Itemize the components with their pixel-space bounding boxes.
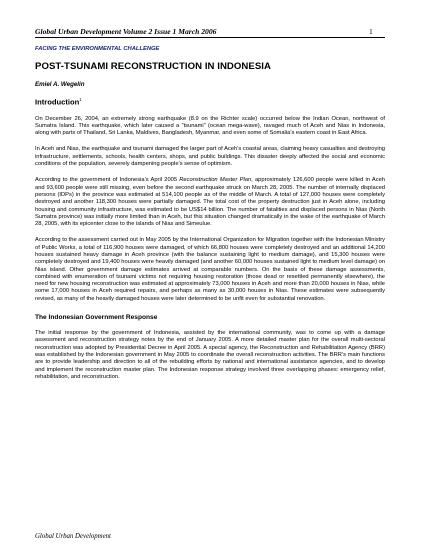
paragraph-3-italic: Reconstruction Master Plan — [179, 177, 252, 184]
paragraph-1: On December 26, 2004, an extremely strong earthquake (8.9 on the Richter scale) occurred below the Indian Ocean, northwest of Sumatra Island. This earthquake, which later caused a “tsunami” (ocean mega-wave), ravaged much of Aceh and Nias in Indonesia, along with parts of Thailand, Sri Lanka, Maldives, Bangladesh, Myanmar, and even some of Somalia’s eastern coast in East Africa. — [35, 115, 385, 137]
header-rule — [35, 37, 385, 38]
paragraph-5: The initial response by the government of Indonesia, assisted by the international community, was to come up with a damage assessment and reconstruction strategy notes by the end of January 2005. A more detailed master plan for the overall multi-sectoral reconstruction was adopted by Presidential Decree in April 2005. A special agency, the Reconstruction and Rehabilitation Agency (BRR) was established by the Indonesian government in May 2005 to coordinate the overall reconstruction activities. The BRR’s main functions are to provide leadership and direction to all of the rebuilding efforts by national and international assistance agencies, and to develop and implement the reconstruction master plan. The Indonesian response strategy involved three overlapping phases: emergency relief, rehabilitation, and reconstruction. — [35, 330, 385, 380]
article-body — [35, 46, 385, 381]
footnote-marker: 1 — [79, 97, 82, 102]
page-number: 1 — [369, 27, 373, 36]
paragraph-4: According to the assessment carried out in May 2005 by the International Organization for Migration together with the Indonesian Ministry of Public Works, a total of 116,900 houses were damaged, of which 66,800 houses were completely destroyed and an additional 14,200 houses sustained heavy damage in Aceh province (with the balance sustaining light to medium damage), and 15,300 houses were completely destroyed and 19,400 houses were heavily damaged (and another 60,000 houses sustained light to medium level damage) on Nias island. Other government damage estimates arrived at comparable numbers. On the basis of these damage assessments, combined with enumeration of tsunami victims not requiring housing restoration (those dead or resettled permanently elsewhere), the need for new housing reconstruction was estimated at approximately 73,000 houses in Aceh and more than 20,000 houses in Nias, while some 17,000 houses in Aceh required repairs, and perhaps as many as 30,000 houses in Nias. These estimates were subsequently revised, as many of the heavily damaged houses were later determined to be unfit even for substantial renovation. — [35, 237, 386, 302]
section-label: FACING THE ENVIRONMENTAL CHALLENGE — [35, 46, 160, 52]
paragraph-3-text-a: According to the government of Indonesia’s April 2005 — [35, 177, 180, 184]
running-header: Global Urban Development Volume 2 Issue 1 March 2006 — [35, 27, 217, 36]
paragraph-2: In Aceh and Nias, the earthquake and tsunami damaged the larger part of Aceh’s coastal areas, claiming heavy casualties and destroying infrastructure, settlements, schools, health centers, shops, and public buildings. This disaster deeply affected the social and economic conditions of the population, severely dampening people’s sense of optimism. — [35, 146, 385, 168]
introduction-heading — [35, 97, 385, 107]
paragraph-3-text-b: , approximately 126,600 people were killed in Aceh and 93,600 people were still missing, even before the second earthquake struck on March 28, 2005. The number of internally displaced persons (IDPs) in the province was estimated at 514,100 people as of the middle of March. A total of 127,000 houses were completely destroyed and another 118,300 houses were partially damaged. The total cost of the property destruction just in Aceh alone, including housing and community infrastructure, was estimated to be US$14 billion. The number of fatalities and displaced persons in Nias (North Sumatra province) was initially more limited than in Aceh, but this situation changed dramatically in the wake of the earthquake of March 28, 2005, with its epicenter close to the islands of Nias and Simeulue. — [35, 177, 385, 228]
paragraph-3 — [35, 177, 385, 228]
government-response-heading: The Indonesian Government Response — [35, 314, 158, 322]
article-title: POST-TSUNAMI RECONSTRUCTION IN INDONESIA — [35, 61, 271, 72]
introduction-heading-text: Introduction — [35, 97, 80, 107]
author-name: Emiel A. Wegelin — [35, 81, 85, 88]
running-footer: Global Urban Development — [35, 533, 111, 540]
